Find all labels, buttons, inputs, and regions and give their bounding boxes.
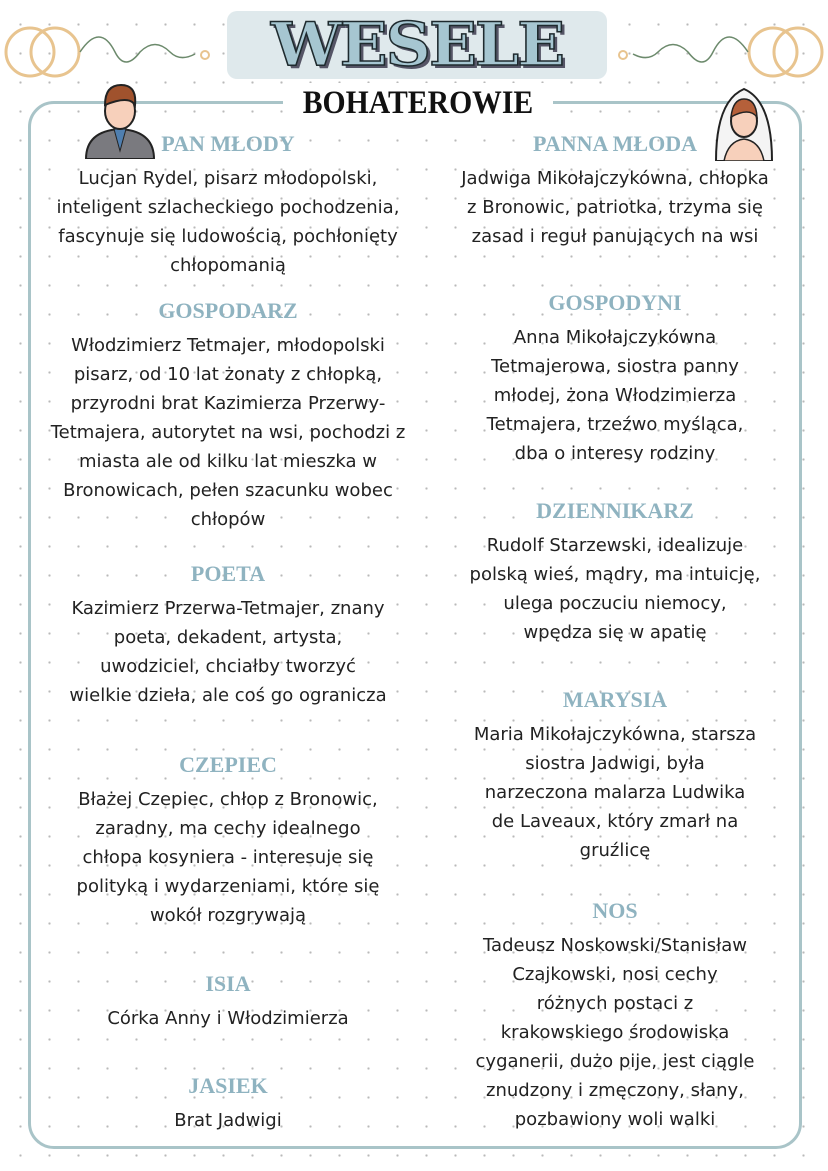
- character-description-line: chłopa kosyniera - interesuje się: [82, 847, 374, 868]
- character-description-line: de Laveaux, który zmarł na: [491, 811, 739, 832]
- character-description-line: zasad i reguł panujących na wsi: [471, 226, 759, 247]
- character-description-line: chłopomanią: [170, 255, 286, 276]
- character-description-line: zaradny, ma cechy idealnego: [95, 818, 361, 839]
- character-description-line: chłopów: [190, 509, 266, 530]
- character-description-line: pozbawiony woli walki: [514, 1109, 716, 1130]
- character-description-line: Tetmajera, trzeźwo myśląca,: [486, 414, 744, 435]
- character-heading: CZEPIEC: [179, 752, 277, 777]
- character-heading: GOSPODARZ: [158, 298, 298, 323]
- character-description-line: Córka Anny i Włodzimierza: [107, 1008, 349, 1029]
- character-description-line: Lucjan Rydel, pisarz młodopolski,: [78, 168, 378, 189]
- rings-ornament-right-icon: [613, 10, 828, 85]
- character-heading: JASIEK: [188, 1073, 268, 1098]
- character-description-line: wokół rozgrywają: [149, 905, 307, 926]
- character-description-line: Maria Mikołajczykówna, starsza: [473, 724, 757, 745]
- character-description-line: z Bronowic, patriotka, trzyma się: [467, 197, 763, 218]
- character-heading: MARYSIA: [562, 687, 668, 712]
- character-description-line: Tetmajerowa, siostra panny: [491, 356, 739, 377]
- character-description-line: Włodzimierz Tetmajer, młodopolski: [71, 335, 385, 356]
- character-description-line: Rudolf Starzewski, idealizuje: [486, 535, 744, 556]
- character-description-line: narzeczona malarza Ludwika: [484, 782, 746, 803]
- character-section: [33, 561, 423, 710]
- character-description-line: przyrodni brat Kazimierza Przerwy-: [70, 393, 386, 414]
- page-title: WESELE: [270, 10, 563, 80]
- character-description-line: poeta, dekadent, artysta,: [113, 627, 343, 648]
- character-section: [420, 898, 810, 1134]
- character-description-line: wpędza się w apatię: [523, 622, 707, 643]
- character-description-line: Tetmajera, autorytet na wsi, pochodzi z: [50, 422, 406, 443]
- character-heading: GOSPODYNI: [548, 290, 682, 315]
- character-section: [33, 131, 423, 280]
- rings-ornament-left-icon: [0, 10, 215, 85]
- title-banner: [227, 11, 607, 79]
- character-description-line: miasta ale od kilku lat mieszka w: [79, 451, 377, 472]
- character-description-line: polską wieś, mądry, ma intuicję,: [469, 564, 761, 585]
- character-heading: PAN MŁODY: [161, 131, 295, 156]
- character-description-line: polityką i wydarzeniami, które się: [76, 876, 380, 897]
- page-subtitle: BOHATEROWIE: [283, 83, 553, 123]
- character-description-line: siostra Jadwigi, była: [525, 753, 705, 774]
- character-description-line: Anna Mikołajczykówna: [513, 327, 717, 348]
- character-description-line: inteligent szlacheckiego pochodzenia,: [56, 197, 400, 218]
- character-description-line: uwodziciel, chciałby tworzyć: [100, 656, 356, 677]
- character-heading: ISIA: [205, 971, 251, 996]
- character-description-line: Błażej Czepiec, chłop z Bronowic,: [78, 789, 378, 810]
- character-description-line: znudzony i zmęczony, słany,: [486, 1080, 744, 1101]
- character-description-line: fascynuje się ludowością, pochłonięty: [58, 226, 398, 247]
- character-heading: DZIENNIKARZ: [536, 498, 694, 523]
- character-description-line: ulega poczuciu niemocy,: [503, 593, 727, 614]
- character-section: [420, 498, 810, 647]
- character-description-line: wielkie dzieła, ale coś go ogranicza: [69, 685, 387, 706]
- character-heading: POETA: [190, 561, 266, 586]
- character-section: [33, 1073, 423, 1135]
- character-heading: NOS: [592, 898, 638, 923]
- character-description-line: różnych postaci z: [536, 993, 694, 1014]
- character-description-line: Tadeusz Noskowski/Stanisław: [483, 935, 747, 956]
- character-description-line: Brat Jadwigi: [174, 1110, 282, 1131]
- character-description-line: cyganerii, dużo pije, jest ciągle: [475, 1051, 755, 1072]
- character-description-line: Czajkowski, nosi cechy: [512, 964, 718, 985]
- character-description-line: krakowskiego środowiska: [500, 1022, 730, 1043]
- character-section: [420, 131, 810, 251]
- character-section: [33, 971, 423, 1033]
- character-section: [420, 290, 810, 468]
- character-section: [33, 298, 423, 534]
- character-section: [420, 687, 810, 865]
- character-description-line: Jadwiga Mikołajczykówna, chłopka: [461, 168, 769, 189]
- character-description-line: Bronowicach, pełen szacunku wobec: [63, 480, 393, 501]
- character-description-line: dba o interesy rodziny: [514, 443, 716, 464]
- character-section: [33, 752, 423, 930]
- character-description-line: Kazimierz Przerwa-Tetmajer, znany: [71, 598, 385, 619]
- character-description-line: młodej, żona Włodzimierza: [493, 385, 737, 406]
- character-description-line: pisarz, od 10 lat żonaty z chłopką,: [73, 364, 383, 385]
- character-description-line: gruźlicę: [579, 840, 651, 861]
- character-heading: PANNA MŁODA: [533, 131, 697, 156]
